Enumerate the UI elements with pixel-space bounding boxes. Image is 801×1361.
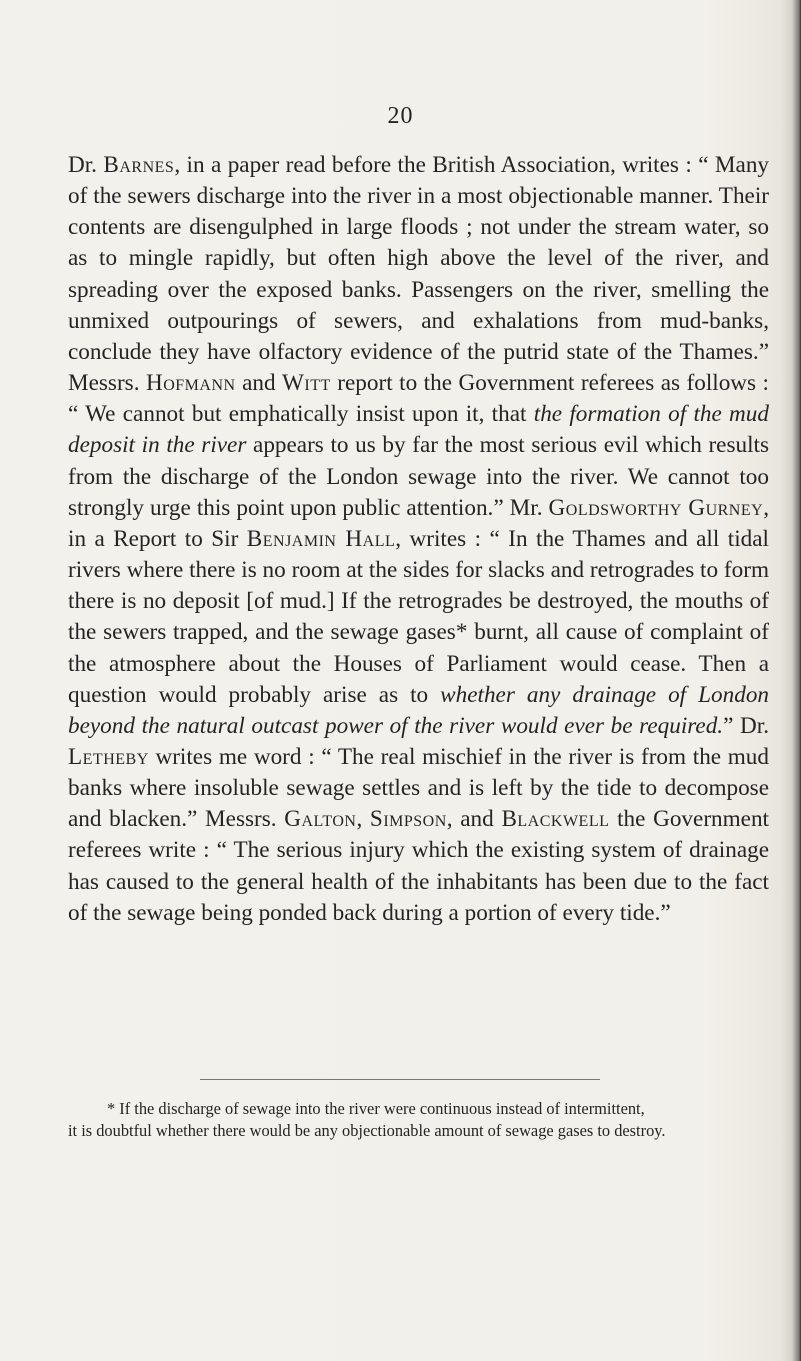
text-run: and (235, 370, 283, 397)
italic-quote-drainage: whether any drainage of London beyond the natural outcast power of the river would ever be required. (68, 681, 770, 739)
footnote-continuation: it is doubtful whether there would be any objectionable amount of sewage gases to destroy. (68, 1120, 666, 1140)
author-name-blackwell: Blackwell (501, 806, 610, 833)
footnote-marker: * (455, 619, 468, 646)
text-run: , (356, 806, 370, 833)
author-name-gurney: Goldsworthy Gurney (548, 494, 764, 521)
author-name-hofmann: Hofmann (145, 370, 236, 397)
text-run: report to the Government referees as follows : “ We cannot but emphatically insist upon it, that (68, 370, 769, 428)
text-run: ” Dr. (723, 712, 769, 739)
text-run: Dr. (68, 152, 104, 178)
text-run: , writes : “ In the Thames and all tidal rivers where there is no room at the sides for slacks and retrogrades to form there is no deposit [of mud.] If the retrogrades be destroyed, the mouths of the sewers trapped, and the sewage gases (68, 525, 769, 646)
text-run: burnt, all cause of complaint of the atmosphere about the Houses of Parliament would cease. Then a question would probably arise as to (68, 619, 769, 708)
person-name-benjamin-hall: Benjamin Hall (246, 525, 396, 552)
text-run: writes me word : “ The real mischief in the river is from the mud banks where insoluble sewage settles and is left by the tide to decompose and blacken.” Messrs. (68, 743, 769, 833)
author-name-simpson: Simpson (369, 806, 447, 833)
text-run: , and (446, 806, 502, 833)
text-run: appears to us by far the most serious evil which results from the discharge of the London sewage into the river. We cannot too strongly urge this point upon public attention.” Mr. (68, 432, 769, 521)
main-paragraph (68, 150, 769, 929)
text-run: the Government referees write : “ The serious injury which the existing system of drainage has caused to the general health of the inhabitants has been due to the fact of the sewage being ponded back during a portion of every tide.” (68, 806, 769, 926)
author-name-witt: Witt (282, 370, 331, 397)
text-run: , in a paper read before the British Association, writes : “ Many of the sewers discharge into the river in a most objectionable manner. Their contents are disengulphed in large floods ; not under the stream water, so as to mingle rapidly, but often high above the level of the river, and spreading over the exposed banks. Passengers on the river, smelling the unmixed outpourings of sewers, and exhalations from mud-banks, conclude they have olfactory evidence of the putrid state of the Thames.” Messrs. (68, 152, 770, 397)
author-name-barnes: Barnes (103, 152, 175, 178)
text-run: , in a Report to Sir (68, 494, 769, 552)
footnote (68, 1098, 769, 1141)
author-name-galton: Galton (284, 806, 357, 833)
footnote-first-line: * If the discharge of sewage into the river were continuous instead of intermittent, (107, 1099, 645, 1118)
page-edge-shadow (781, 0, 801, 1361)
italic-quote-mud-deposit: the formation of the mud deposit in the river (68, 401, 769, 459)
footnote-divider (200, 1079, 600, 1080)
page-number: 20 (387, 103, 414, 129)
author-name-letheby: Letheby (68, 743, 149, 770)
